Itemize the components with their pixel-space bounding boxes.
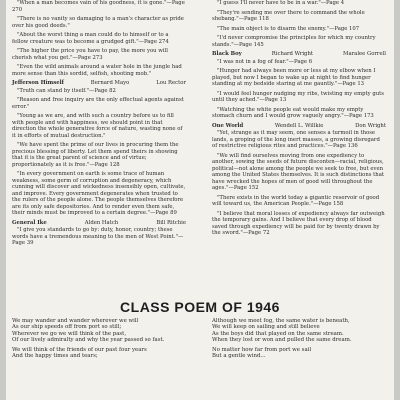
quote: "There exists in the world today a gigantic reservoir of good will toward us, the American People."—Page 158: [212, 194, 380, 207]
book-title: One World: [212, 122, 244, 129]
reviewer-name: Maralee Gorrell: [343, 51, 386, 57]
quote: "I guess I'll never have to be in a war."—Page 4: [217, 0, 345, 6]
quote: "The main object is to disarm the enemy."—Page 107: [217, 25, 360, 32]
quote: "Truth can stand by itself."—Page 82: [17, 87, 116, 94]
reviewer-name: Lou Rector: [156, 80, 186, 86]
right-column: [212, 0, 386, 240]
quote: "I'd never compromise the principles for which my country stands."—Page 145: [212, 35, 376, 48]
book-author: Richard Wright: [271, 51, 313, 57]
quote: "Even the wild animals around a water hole in the jungle had more sense than this sordid, selfish, shooting mob.": [12, 64, 182, 77]
book-heading: [212, 51, 386, 58]
book-author: Alden Hatch: [84, 219, 119, 226]
quote: "I give you standards to go by: duty, honor, country; these words have a tremendous meaning to the men of West Point."—Page 39: [12, 227, 184, 246]
quote: "Yet, strange as it may seem, one senses a turmoil in those lands, a groping of the long inert masses, a growing disregard of restrictive religious rites and practices."—Page 136: [212, 130, 380, 149]
quote: "We have spent the prime of our lives in procuring them the precious blessing of liberty. Let them spend theirs in showing that it is the great parent of science and of virtue; proportionately as it is free."—Page 128: [12, 142, 179, 168]
quote: "About the worst thing a man could do to himself or to a fellow creature was to become a grudged gift."—Page 274: [12, 32, 169, 45]
quote: "I would feel hunger nudging my ribs, twisting my empty guts until they ached."—Page 13: [212, 90, 384, 103]
book-entry-black-boy: [212, 51, 386, 120]
quote: "I was not in a fog of fear."—Page 6: [217, 58, 313, 65]
quote: "They're sending me over there to command the whole shebang."—Page 118: [212, 9, 365, 22]
poem-stanza: We will think of the friends of our past four years And the happy times and tears;: [12, 346, 147, 360]
yearbook-page: [6, 0, 394, 400]
poem-stanza: Although we meet fog, the same water is beneath, We will keep on sailing and still believe As the boys did that played on the same stream. When they lost or won and pulled the same dream.: [212, 318, 352, 344]
right-top-quotes: [212, 0, 386, 48]
quote: "Watching the white people eat would make my empty stomach churn and I would grow vaguely angry."—Page 173: [212, 106, 374, 119]
quote: "Reason and free inquiry are the only effectual agents against error.": [12, 97, 184, 110]
reviewer-name: Bill Ritchie: [156, 219, 186, 226]
book-entry-jefferson: [12, 80, 186, 217]
book-heading: [212, 123, 386, 130]
quote: "There is no vanity so damaging to a man's character as pride over his good deeds.": [12, 16, 184, 29]
book-author: Bernard Mayo: [90, 80, 130, 86]
poem-stanza: No matter how far from port we sail But a gentle wind...: [212, 346, 312, 360]
book-entry-general-ike: [12, 220, 186, 247]
book-entry-one-world: [212, 123, 386, 237]
quote: "Young as we are, and with such a country before us to fill with people and with happiness, we should point in that direction the whole generative force of nature, wasting none of it in efforts of mutual destruction.": [12, 113, 183, 139]
book-heading: [12, 80, 186, 87]
book-title: General Ike: [12, 219, 47, 226]
poem-title: CLASS POEM OF 1946: [120, 299, 280, 315]
poem-left-column: [12, 318, 188, 362]
left-top-quotes: [12, 0, 186, 77]
book-author: Wendell L. Willkie: [274, 122, 324, 129]
quote: "When a man becomes vain of his goodness, it is gone."—Page 270: [12, 0, 185, 13]
left-column: [12, 0, 186, 250]
book-title: Black Boy: [212, 51, 242, 57]
quote: "In every government on earth is some trace of human weakness, some germ of corruption and degeneracy, which cunning will discover and wickedness insensibly open, cultivate, and improve. Every government degenerates when trusted to the rulers of the people alone. The people themselves therefore are its only safe depositories. And to render even them safe, their minds must be improved to a certain degree."—Page 89: [12, 171, 186, 216]
quote: "I believe that moral losses of expediency always far outweigh the temporary gains. And I believe that every drop of blood saved through expediency will be paid for by twenty drawn by the sword."—Page 72: [212, 210, 385, 236]
poem-right-column: [212, 318, 388, 362]
quote: "The higher the price you have to pay, the more you will cherish what you get."—Page 273: [12, 48, 168, 61]
poem-stanza: We may wander and wander wherever we will As our ship speeds off from port so still; Wherever we go we will think of the past, Of our lively admiralty and why the year passed so fast.: [12, 318, 165, 344]
quote: "We will find ourselves moving from one expediency to another, sowing the seeds of future disconten—racial, religious, political—not alone among the people we seek to free, but even among the United States themselves. It is such distinctions that have wrecked the hopes of men of good will throughout the ages."—Page 152: [212, 152, 385, 191]
reviewer-name: Don Wright: [355, 122, 386, 129]
book-title: Jefferson Himself: [12, 80, 64, 86]
book-heading: [12, 220, 186, 227]
quote: "Hunger had always been more or less at my elbow when I played, but now I began to wake up at night to find hunger standing at my bedside staring at me gauntly."—Page 13: [212, 68, 376, 87]
